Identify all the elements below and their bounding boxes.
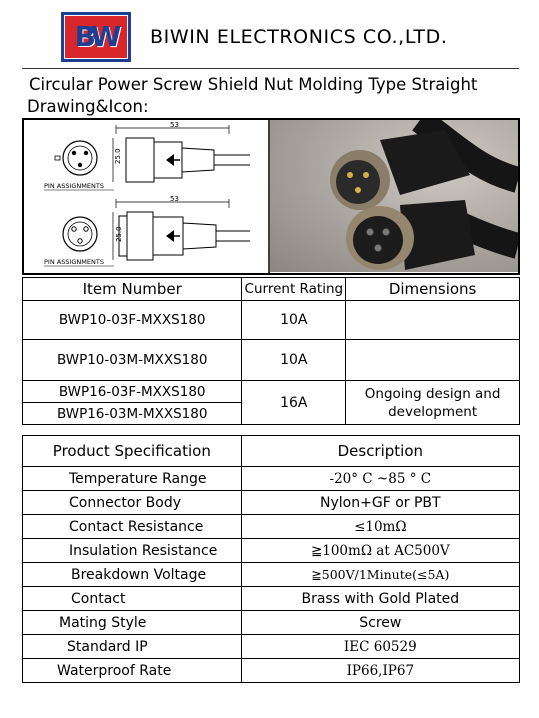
items-table [22,277,520,425]
dimensions [346,301,520,340]
table-row [23,515,520,539]
spec-value: ≧100mΩ at AC500V [241,539,519,563]
pin-label-1: PIN ASSIGNMENTS [44,182,104,190]
spec-name: Waterproof Rate [23,659,242,683]
item-number: BWP16-03M-MXXS180 [23,403,242,425]
product-photo [270,120,518,272]
spec-value: Brass with Gold Plated [241,587,519,611]
spec-name: Standard IP [23,635,242,659]
item-number: BWP10-03F-MXXS180 [23,301,242,340]
header-item-number: Item Number [23,278,242,301]
table-row [23,539,520,563]
company-name: BIWIN ELECTRONICS CO.,LTD. [150,26,448,48]
table-row [23,301,520,340]
item-number: BWP10-03M-MXXS180 [23,340,242,381]
section-subtitle: Drawing&Icon: [27,97,149,116]
technical-drawing [24,120,270,273]
dim-top-1: 53 [170,121,179,129]
header-divider [22,68,519,69]
table-row [23,340,520,381]
table-row [23,491,520,515]
spec-value: Nylon+GF or PBT [241,491,519,515]
dimensions-note: Ongoing design and development [346,381,520,425]
logo-text: BW [74,20,118,53]
spec-value: ≧500V/1Minute(≤5A) [241,563,519,587]
company-logo [61,12,131,62]
current-rating: 16A [242,381,346,425]
spec-name: Contact [23,587,242,611]
spec-name: Connector Body [23,491,242,515]
current-rating: 10A [242,301,346,340]
spec-value: -20° C ~85 ° C [241,467,519,491]
current-rating: 10A [242,340,346,381]
table-row [23,635,520,659]
spec-name: Contact Resistance [23,515,242,539]
header-current-rating: Current Rating [242,278,346,301]
table-row [23,381,520,403]
dim-top-2: 53 [170,195,179,203]
spec-name: Mating Style [23,611,242,635]
table-row [23,659,520,683]
header-product-specification: Product Specification [23,436,242,467]
header-description: Description [241,436,519,467]
spec-value: IEC 60529 [241,635,519,659]
table-row [23,587,520,611]
dim-side-2: 25.0 [115,226,123,242]
spec-value: IP66,IP67 [241,659,519,683]
male-connector-drawing [63,199,250,260]
page-title: Circular Power Screw Shield Nut Molding Type Straight [29,75,478,94]
spec-table [22,435,520,683]
connector-photo-illustration [270,120,518,272]
table-row [23,563,520,587]
logo-mark [64,15,128,59]
header-dimensions: Dimensions [346,278,520,301]
item-number: BWP16-03F-MXXS180 [23,381,242,403]
table-row [23,611,520,635]
table-row [23,467,520,491]
pin-label-2: PIN ASSIGNMENTS [44,258,104,266]
spec-value: ≤10mΩ [241,515,519,539]
spec-name: Insulation Resistance [23,539,242,563]
dim-side-1: 25.0 [114,148,122,164]
female-connector-drawing [55,125,250,182]
spec-name: Temperature Range [23,467,242,491]
spec-name: Breakdown Voltage [23,563,242,587]
spec-value: Screw [241,611,519,635]
dimensions [346,340,520,381]
